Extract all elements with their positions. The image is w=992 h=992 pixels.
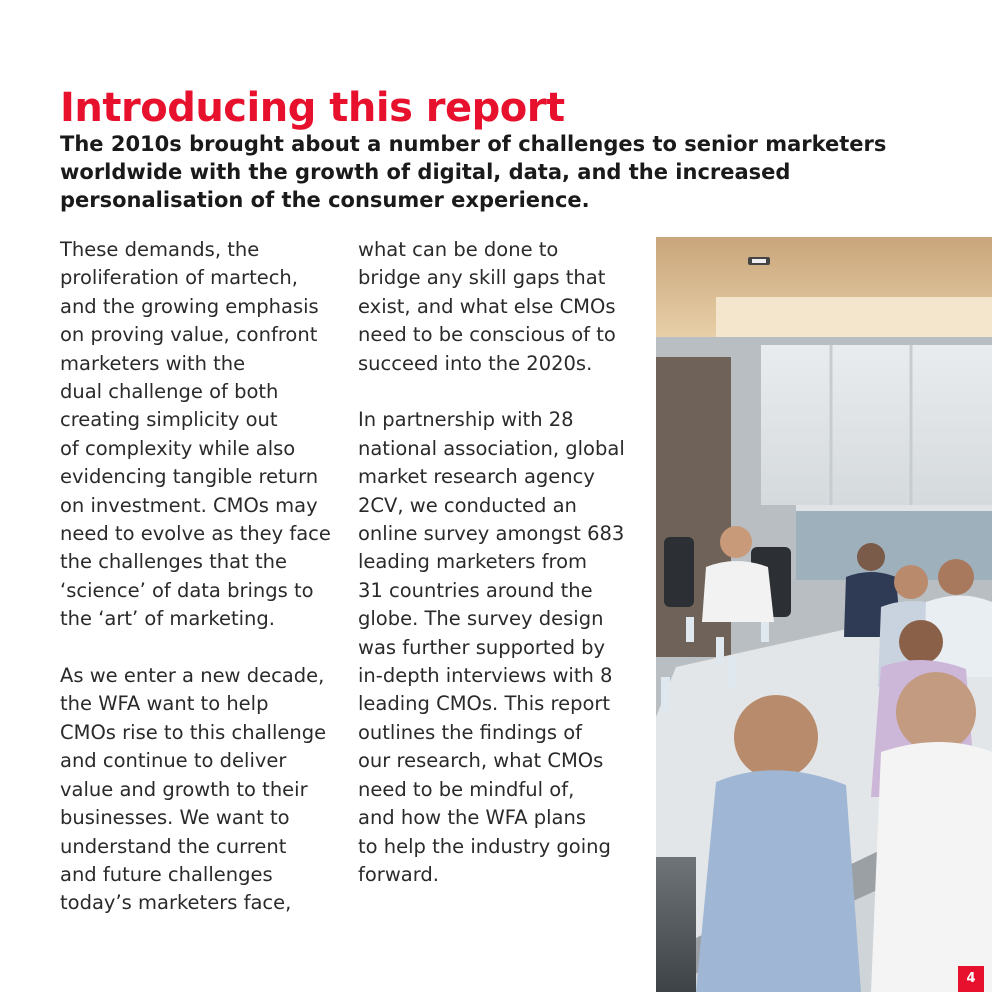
right-paragraph-2: In partnership with 28 national association, global market research agency 2CV, we conducted an online survey amongst 683 leading marketers from 31 countries around the globe. The survey design was further supported by in-depth interviews with 8 leading CMOs. This report outlines the findings of our research, what CMOs need to be mindful of, and how the WFA plans to help the industry going forward. [358, 408, 625, 886]
right-paragraph-1: what can be done to bridge any skill gaps that exist, and what else CMOs need to be conscious of to succeed into the 2020s. [358, 238, 616, 375]
lede-paragraph: The 2010s brought about a number of challenges to senior marketers worldwide with the growth of digital, data, and the increased personalisation of the consumer experience. [60, 132, 887, 212]
left-text-column [60, 236, 350, 918]
left-paragraph-2: As we enter a new decade, the WFA want to help CMOs rise to this challenge and continue to deliver value and growth to their businesses. We want to understand the current and future challenges today’s marketers face, [60, 664, 327, 915]
meeting-photo [656, 237, 992, 992]
left-paragraph-1: These demands, the proliferation of martech, and the growing emphasis on proving value, confront marketers with the dual challenge of both creating simplicity out of complexity while also evidencing tangible return on investment. CMOs may need to evolve as they face the challenges that the ‘science’ of data brings to the ‘art’ of marketing. [60, 238, 331, 631]
right-text-column [358, 236, 648, 889]
page-title: Introducing this report [60, 84, 565, 131]
page-number-badge: 4 [958, 966, 984, 992]
